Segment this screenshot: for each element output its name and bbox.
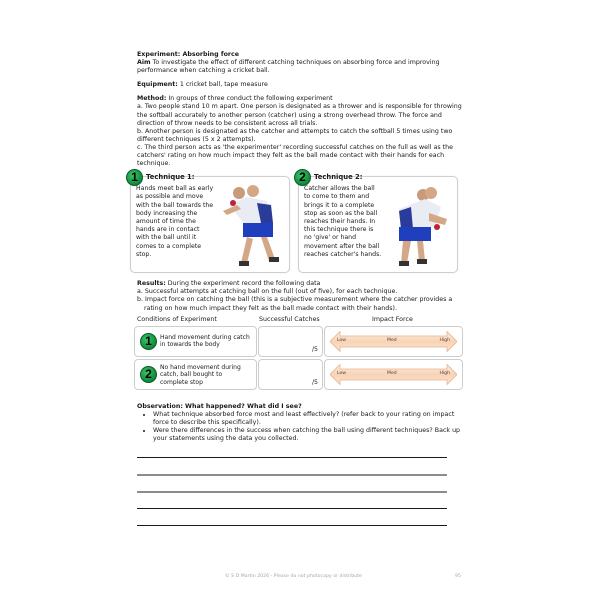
results-intro: During the experiment record the following data (165, 280, 321, 288)
number-1-badge-icon: 1 (140, 333, 157, 350)
method-label: Method: (137, 95, 167, 103)
worksheet-page (131, 51, 467, 543)
results-item-a: a. Successful attempts at catching ball on the full (out of five), for each technique. (137, 288, 398, 296)
equipment-paragraph (137, 81, 467, 89)
scale-high-label: High (439, 370, 450, 376)
answer-lines (137, 453, 467, 543)
number-2-badge-icon: 2 (140, 366, 157, 383)
aim-text: To investigate the effect of different catching techniques on absorbing force and improving performance when catching a cricket ball. (137, 59, 440, 75)
techniques-row (126, 171, 467, 276)
condition-1-cell (134, 326, 257, 357)
equipment-label: Equipment: (137, 81, 178, 89)
method-step-a: a. Two people stand 10 m apart. One person is designated as a thrower and is responsible for throwing the softball accurately to another person (catcher) using a strong overhead throw. The force and direction of throw needs to be consistent across all trials. (137, 103, 462, 127)
equipment-text: 1 cricket ball, tape measure (177, 81, 268, 89)
observation-bullet-1: • What technique absorbed force most and least effectively? (refer back to your rating on impact force to describe this specifically). (153, 411, 467, 427)
aim-label: Aim (137, 59, 151, 67)
answer-line[interactable] (137, 457, 447, 458)
condition-1-text: Hand movement during catch in towards the body (160, 333, 250, 349)
observation-section (137, 403, 467, 443)
aim-paragraph (137, 59, 467, 75)
technique-1-description: Hands meet ball as early as possible and move with the ball towards the body increasing the amount of time the hands are in contact with the ball until it comes to a complete stop. (136, 185, 214, 258)
catching-photo-technique-1 (217, 183, 285, 269)
results-item-b: b. Impact force on catching the ball (this is a subjective measurement where the catcher provides a rating on how much impact they felt as the ball made contact with their hands). (137, 296, 453, 312)
scale-med-label: Med (387, 337, 397, 343)
catches-1-input[interactable] (258, 326, 323, 357)
answer-line[interactable] (137, 491, 447, 493)
technique-2-description: Catcher allows the ball to come to them and brings it to a complete stop as soon as the ball reaches their hands. In this technique there is no 'give' or hand movement after the ball reaches catcher's hands. (304, 185, 382, 258)
observation-bullet-2: • Were there differences in the success when catching the ball using different techniques? Back up your statements using the data you collected. (153, 427, 467, 443)
catching-photo-technique-2 (385, 183, 453, 269)
header-conditions: Conditions of Experiment (137, 315, 217, 323)
method-step-b: b. Another person is designated as the catcher and attempts to catch the softball 5 times using two different techniques (5 x 2 attempts). (137, 127, 453, 143)
catches-2-suffix: /5 (311, 378, 318, 386)
copyright-footer: © S D Martin 2026 - Please do not photocopy or distribute (225, 574, 362, 579)
catches-2-input[interactable] (258, 359, 323, 390)
scale-low-label: Low (337, 337, 347, 343)
number-2-badge-icon: 2 (294, 169, 311, 186)
results-list (137, 288, 467, 312)
results-paragraph (137, 280, 467, 288)
technique-2-heading: Technique 2: (314, 173, 363, 182)
results-table-headers (137, 316, 467, 326)
impact-force-1-scale[interactable] (324, 326, 463, 357)
answer-line[interactable] (137, 525, 447, 526)
scale-high-label: High (439, 337, 450, 343)
page-number: 95 (455, 574, 461, 579)
condition-2-text: No hand movement during catch, ball bought to complete stop (160, 363, 241, 386)
scale-low-label: Low (337, 370, 347, 376)
observation-bullets (137, 411, 467, 443)
observation-heading: Observation: What happened? What did I see? (137, 402, 302, 410)
results-label: Results: (137, 280, 166, 288)
scale-med-label: Med (387, 370, 397, 376)
method-paragraph (137, 95, 467, 103)
answer-line[interactable] (137, 508, 447, 509)
method-intro: In groups of three conduct the following experiment (166, 95, 333, 103)
condition-2-cell (134, 359, 257, 390)
method-step-c: c. The third person acts as 'the experimenter' recording successful catches on the full as well as the catchers' rating on how much impact they felt as the ball made contact with their hands for each technique. (137, 143, 453, 168)
header-force: Impact Force (372, 315, 413, 323)
impact-force-2-scale[interactable] (324, 359, 463, 390)
technique-1-heading: Technique 1: (146, 173, 195, 182)
results-section (137, 280, 467, 393)
header-catches: Successful Catches (259, 315, 320, 323)
technique-2-card (298, 170, 458, 273)
page-title: Experiment: Absorbing force (137, 51, 240, 58)
number-1-badge-icon: 1 (126, 169, 143, 186)
results-table (134, 326, 467, 394)
catches-1-suffix: /5 (311, 345, 318, 353)
technique-1-card (130, 170, 290, 273)
answer-line[interactable] (137, 474, 447, 476)
